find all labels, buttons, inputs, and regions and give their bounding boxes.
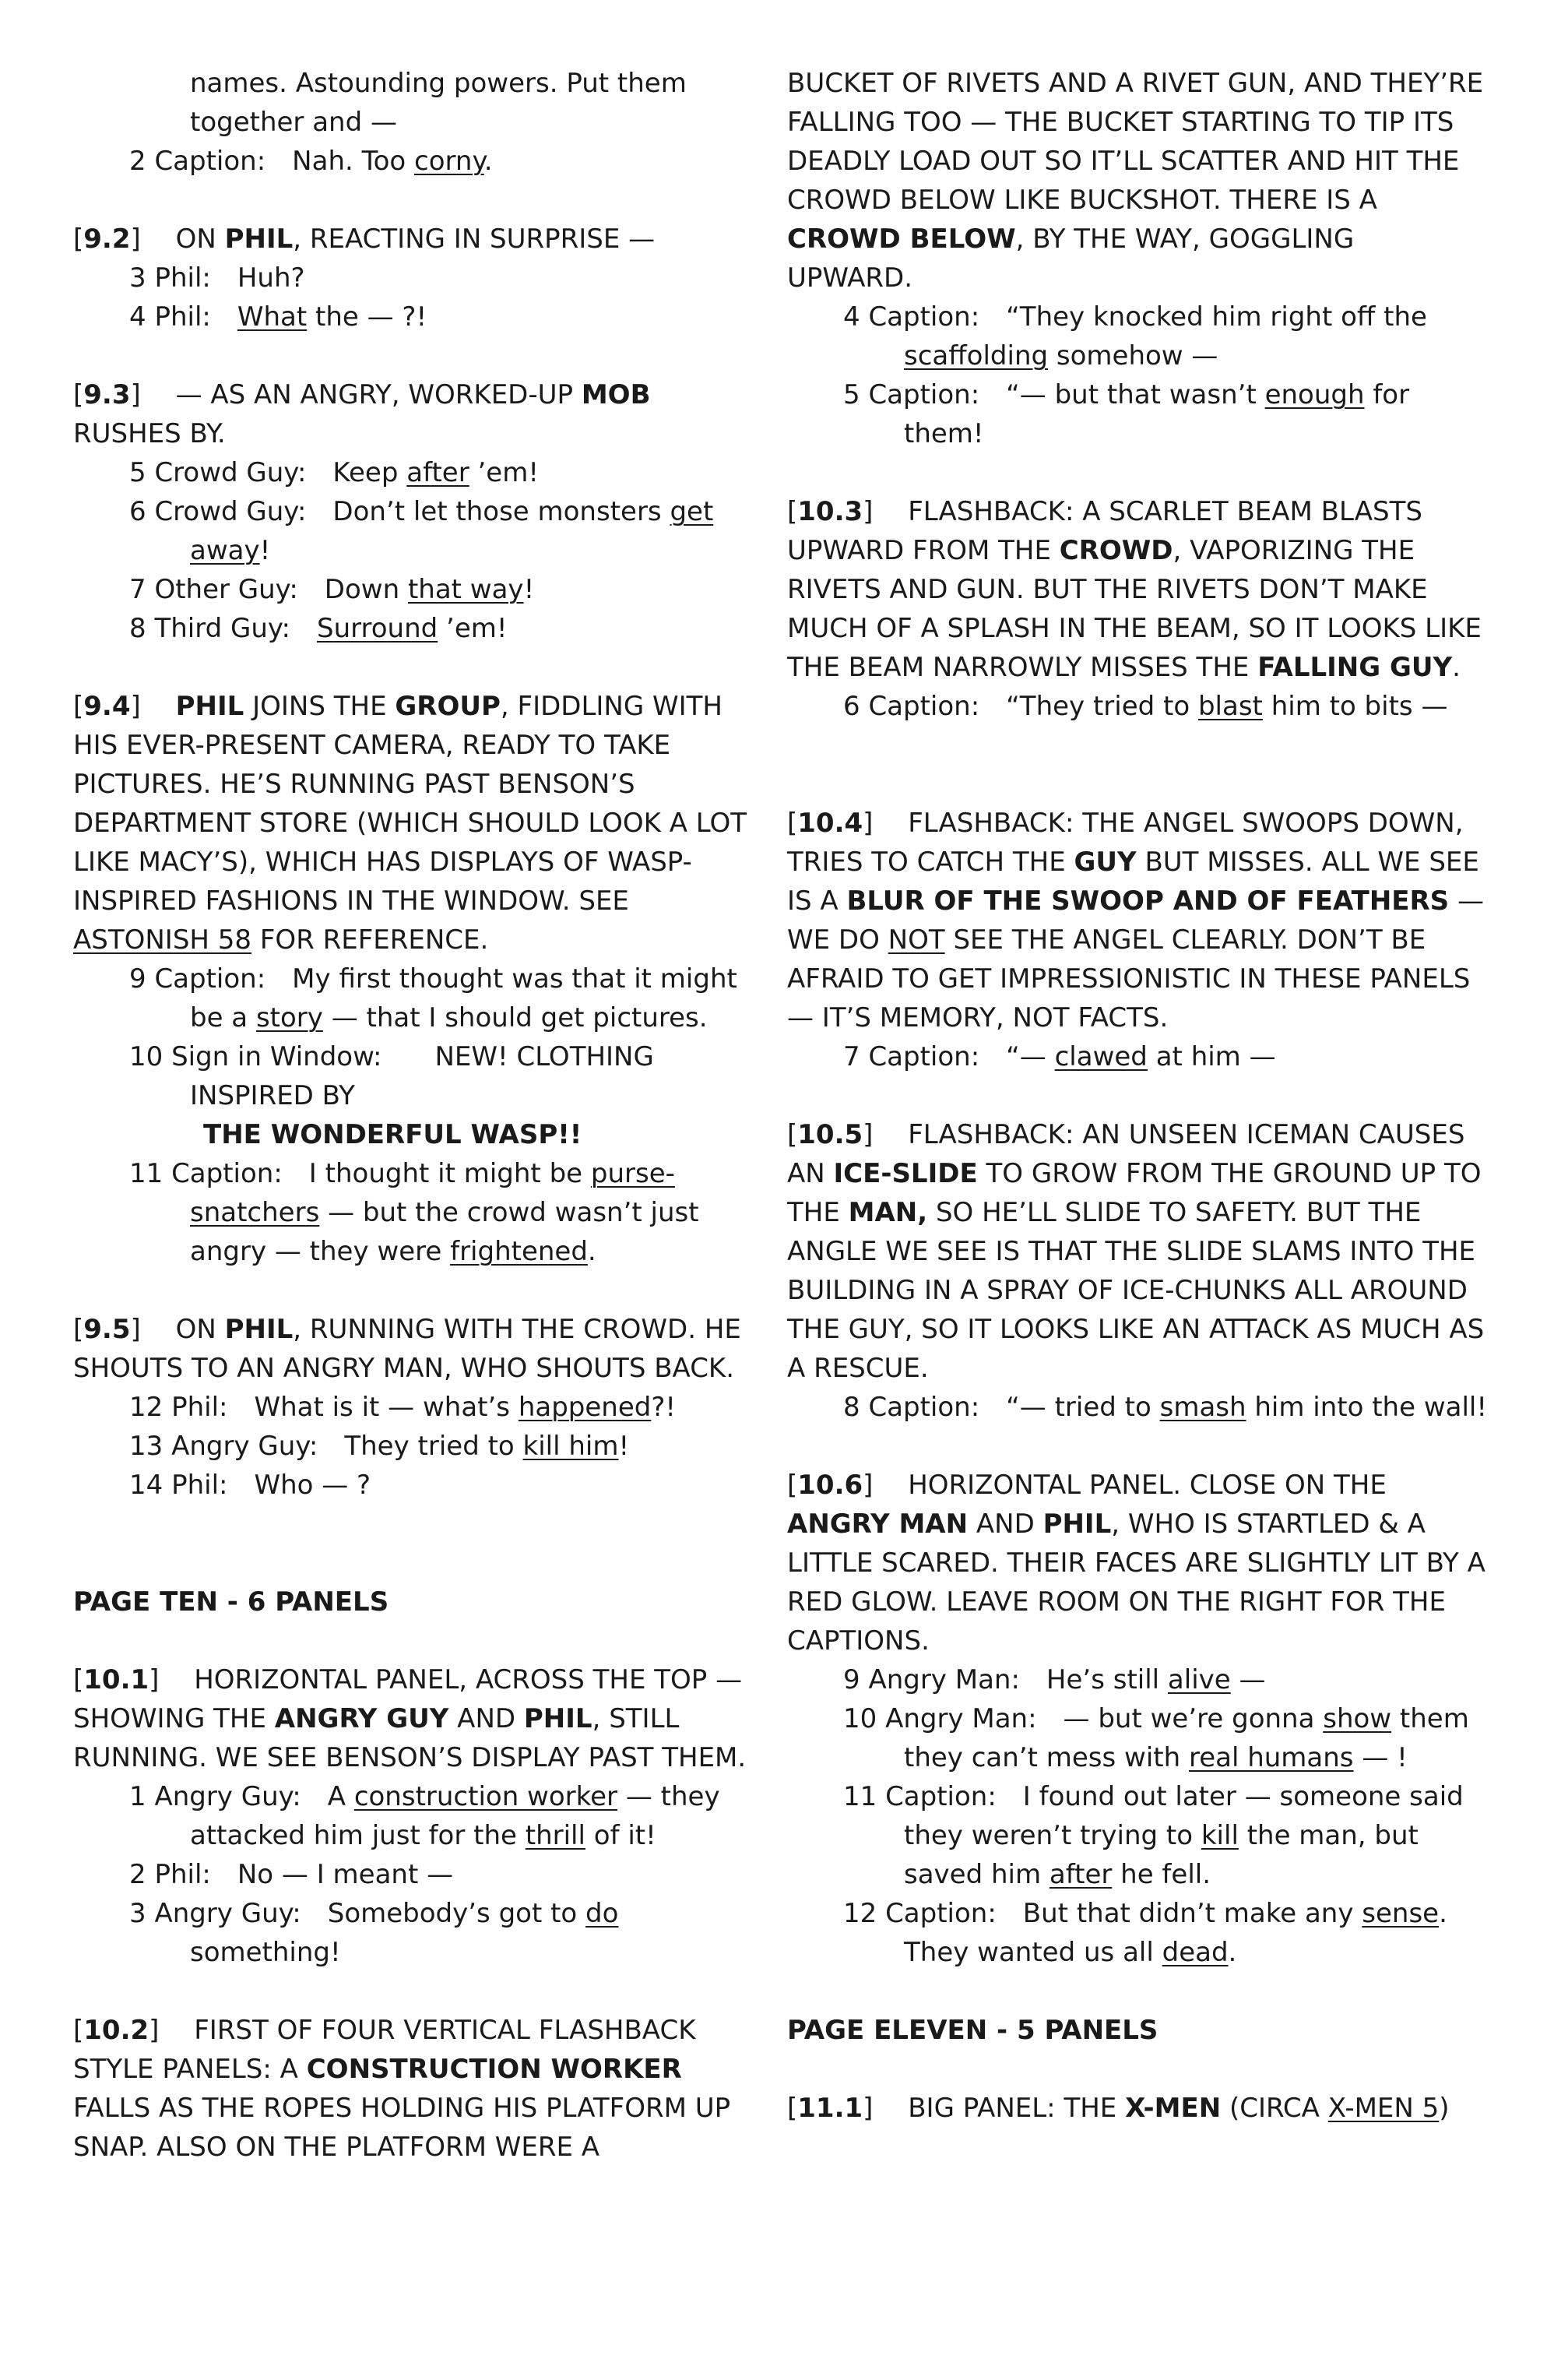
text-run: . bbox=[587, 1236, 596, 1267]
bold-text: 9.3 bbox=[83, 379, 131, 410]
panel-description bbox=[73, 1660, 758, 1777]
bold-text: 11.1 bbox=[797, 2093, 863, 2124]
bold-text: CROWD bbox=[1059, 535, 1173, 566]
spacer bbox=[73, 1505, 758, 1583]
bold-text: THE WONDERFUL WASP!! bbox=[203, 1119, 582, 1150]
text-run: 11 Caption: I thought it might be bbox=[129, 1158, 591, 1189]
bold-text: PHIL bbox=[224, 224, 294, 255]
dialogue-line bbox=[787, 1660, 1488, 1699]
text-run: ] FIRST OF FOUR VERTICAL FLASHBACK STYLE PANELS: A bbox=[73, 2015, 696, 2085]
dialogue-line bbox=[787, 1777, 1488, 1894]
dialogue-line bbox=[73, 1154, 758, 1271]
text-run: . bbox=[1228, 1937, 1237, 1968]
text-run: 5 Caption: “— but that wasn’t bbox=[843, 379, 1265, 410]
text-run: 8 Caption: “— tried to bbox=[843, 1392, 1160, 1423]
spacer bbox=[73, 1972, 758, 2011]
dialogue-line bbox=[73, 570, 758, 609]
text-run: him into the wall! bbox=[1246, 1392, 1487, 1423]
text-run: 6 Caption: “They tried to bbox=[843, 691, 1198, 722]
bold-text: PHIL bbox=[523, 1703, 592, 1734]
bold-text: PHIL bbox=[175, 691, 244, 722]
text-run: . They wanted us all bbox=[904, 1898, 1447, 1968]
text-run: ] HORIZONTAL PANEL, ACROSS THE TOP — SHOWING THE bbox=[73, 1664, 743, 1734]
spacer bbox=[787, 1076, 1488, 1115]
panel-description bbox=[787, 64, 1488, 298]
text-run: 14 Phil: Who — ? bbox=[129, 1470, 371, 1501]
underlined-text: story bbox=[255, 1002, 323, 1033]
dialogue-line bbox=[73, 1894, 758, 1972]
underlined-text: enough bbox=[1264, 379, 1365, 410]
text-run: — that I should get pictures. bbox=[322, 1002, 708, 1033]
text-run: , REACTING IN SURPRISE — bbox=[293, 224, 656, 255]
dialogue-line bbox=[73, 1388, 758, 1427]
dialogue-continuation bbox=[73, 64, 758, 142]
text-run: JOINS THE bbox=[244, 691, 396, 722]
text-run: ] FLASHBACK: THE ANGEL SWOOPS DOWN, TRIES TO CATCH THE bbox=[787, 808, 1464, 878]
bold-text: ANGRY GUY bbox=[274, 1703, 449, 1734]
text-run: ! bbox=[523, 574, 535, 605]
bold-text: 9.5 bbox=[83, 1314, 131, 1345]
bold-text: GROUP bbox=[395, 691, 501, 722]
text-run: [ bbox=[73, 691, 84, 722]
dialogue-line bbox=[73, 259, 758, 298]
text-run: SEE THE ANGEL CLEARLY. DON’T BE AFRAID TO GET IMPRESSIONISTIC IN THESE PANELS — IT’S MEMORY, NOT FACTS. bbox=[787, 924, 1471, 1033]
text-run: ] FLASHBACK: AN UNSEEN ICEMAN CAUSES AN bbox=[787, 1119, 1465, 1189]
text-run: [ bbox=[787, 1119, 798, 1150]
text-run: FOR REFERENCE. bbox=[251, 924, 489, 956]
text-run: [ bbox=[787, 2093, 798, 2124]
left-column bbox=[73, 64, 758, 2167]
underlined-text: X-MEN 5 bbox=[1327, 2093, 1440, 2124]
bold-text: 10.4 bbox=[797, 808, 863, 839]
dialogue-line bbox=[73, 1855, 758, 1894]
underlined-text: happened bbox=[518, 1392, 652, 1423]
spacer bbox=[787, 726, 1488, 804]
text-run: him to bits — bbox=[1262, 691, 1448, 722]
dialogue-line bbox=[787, 1388, 1488, 1427]
dialogue-line bbox=[73, 1466, 758, 1505]
text-run: [ bbox=[787, 496, 798, 527]
panel-description bbox=[787, 2089, 1488, 2128]
text-run: 13 Angry Guy: They tried to bbox=[129, 1431, 523, 1462]
text-run: 1 Angry Guy: A bbox=[129, 1781, 354, 1812]
dialogue-line bbox=[787, 375, 1488, 453]
bold-text: X-MEN bbox=[1125, 2093, 1222, 2124]
bold-text: BLUR OF THE SWOOP AND OF FEATHERS bbox=[846, 885, 1450, 917]
bold-text: MOB bbox=[581, 379, 651, 410]
bold-text: GUY bbox=[1074, 847, 1137, 878]
panel-description bbox=[787, 492, 1488, 687]
text-run: — bbox=[1230, 1664, 1266, 1695]
bold-text: CROWD BELOW bbox=[787, 224, 1016, 255]
dialogue-line bbox=[73, 142, 758, 181]
text-run: ] bbox=[130, 691, 176, 722]
text-run: of it! bbox=[585, 1820, 656, 1851]
dialogue-line bbox=[73, 1777, 758, 1855]
underlined-text: clawed bbox=[1054, 1041, 1148, 1072]
text-run: , STILL RUNNING. WE SEE BENSON’S DISPLAY PAST THEM. bbox=[73, 1703, 747, 1773]
dialogue-line bbox=[73, 298, 758, 336]
panel-description bbox=[73, 687, 758, 959]
text-run: RUSHES BY. bbox=[73, 418, 226, 449]
bold-text: 9.4 bbox=[83, 691, 131, 722]
text-run: , RUNNING WITH THE CROWD. HE SHOUTS TO AN ANGRY MAN, WHO SHOUTS BACK. bbox=[73, 1314, 741, 1384]
text-run: 10 Angry Man: — but we’re gonna bbox=[843, 1703, 1324, 1734]
text-run: for them! bbox=[904, 379, 1410, 449]
text-run: [ bbox=[73, 1664, 84, 1695]
bold-text: ANGRY MAN bbox=[787, 1509, 969, 1540]
dialogue-line bbox=[73, 959, 758, 1037]
text-run: 11 Caption: I found out later — someone said they weren’t trying to bbox=[843, 1781, 1464, 1851]
panel-description bbox=[787, 1115, 1488, 1388]
text-run: 5 Crowd Guy: Keep bbox=[129, 457, 407, 488]
text-run: — WE DO bbox=[787, 885, 1484, 956]
text-run: , FIDDLING WITH HIS EVER-PRESENT CAMERA, READY TO TAKE PICTURES. HE’S RUNNING PAST BENSON’S DEPARTMENT STORE (WHICH SHOULD LOOK A LOT LIKE MACY’S), WHICH HAS DISPLAYS OF WASP-INSPIRED FASHIONS IN THE WINDOW. SEE bbox=[73, 691, 747, 917]
text-run: ’em! bbox=[469, 457, 539, 488]
text-run: ! bbox=[259, 535, 271, 566]
text-run: the — ?! bbox=[307, 301, 427, 333]
spacer bbox=[787, 2050, 1488, 2089]
underlined-text: corny bbox=[414, 146, 484, 177]
text-run: — ! bbox=[1353, 1742, 1408, 1773]
underlined-text: after bbox=[406, 457, 469, 488]
text-run: 7 Caption: “— bbox=[843, 1041, 1055, 1072]
bold-text: 10.3 bbox=[797, 496, 863, 527]
text-run: ) bbox=[1439, 2093, 1450, 2124]
text-run: 12 Caption: But that didn’t make any bbox=[843, 1898, 1362, 1929]
text-run: 8 Third Guy: bbox=[129, 613, 317, 644]
underlined-text: real humans bbox=[1188, 1742, 1354, 1773]
dialogue-line bbox=[73, 609, 758, 648]
underlined-text: NOT bbox=[888, 924, 945, 956]
text-run: 2 Caption: Nah. Too bbox=[129, 146, 415, 177]
spacer bbox=[73, 336, 758, 375]
text-run: FALLS AS THE ROPES HOLDING HIS PLATFORM UP SNAP. ALSO ON THE PLATFORM WERE A bbox=[73, 2093, 731, 2163]
text-run: ] ON bbox=[130, 1314, 225, 1345]
text-run: ] — AS AN ANGRY, WORKED-UP bbox=[130, 379, 582, 410]
text-run: 4 Caption: “They knocked him right off the bbox=[843, 301, 1427, 333]
dialogue-line bbox=[73, 453, 758, 492]
text-run: 7 Other Guy: Down bbox=[129, 574, 408, 605]
text-run: the man, but saved him bbox=[904, 1820, 1419, 1890]
bold-text: ICE-SLIDE bbox=[833, 1158, 978, 1189]
dialogue-line bbox=[73, 1427, 758, 1466]
bold-text: 10.6 bbox=[797, 1470, 863, 1501]
text-run: ] HORIZONTAL PANEL. CLOSE ON THE bbox=[863, 1470, 1387, 1501]
dialogue-line bbox=[787, 687, 1488, 726]
underlined-text: purse-snatchers bbox=[190, 1158, 675, 1228]
text-run: [ bbox=[73, 1314, 84, 1345]
underlined-text: show bbox=[1323, 1703, 1392, 1734]
text-run: ] FLASHBACK: A SCARLET BEAM BLASTS UPWARD FROM THE bbox=[787, 496, 1422, 566]
spacer bbox=[787, 1972, 1488, 2011]
text-run: 2 Phil: No — I meant — bbox=[129, 1859, 454, 1890]
underlined-text: thrill bbox=[525, 1820, 585, 1851]
text-run: somehow — bbox=[1048, 340, 1218, 371]
panel-description bbox=[73, 1310, 758, 1388]
bold-text: FALLING GUY bbox=[1257, 652, 1453, 683]
text-run: them they can’t mess with bbox=[904, 1703, 1469, 1773]
bold-text: 10.5 bbox=[797, 1119, 863, 1150]
panel-description bbox=[73, 220, 758, 259]
underlined-text: What bbox=[237, 301, 308, 333]
text-run: 12 Phil: What is it — what’s bbox=[129, 1392, 519, 1423]
text-run: . bbox=[1452, 652, 1461, 683]
text-run: ] ON bbox=[130, 224, 225, 255]
bold-text: MAN, bbox=[848, 1197, 928, 1228]
text-run: ?! bbox=[651, 1392, 677, 1423]
dialogue-continuation bbox=[73, 1115, 758, 1154]
text-run: — they attacked him just for the bbox=[190, 1781, 720, 1851]
text-run bbox=[190, 1119, 203, 1150]
bold-text: 9.2 bbox=[83, 224, 131, 255]
underlined-text: kill him bbox=[522, 1431, 619, 1462]
panel-description bbox=[73, 375, 758, 453]
text-run: names. Astounding powers. Put them together and — bbox=[190, 68, 687, 138]
text-run: TO GROW FROM THE GROUND UP TO THE bbox=[787, 1158, 1482, 1228]
text-run: 3 Phil: Huh? bbox=[129, 262, 305, 294]
text-run: [ bbox=[787, 808, 798, 839]
dialogue-line bbox=[787, 298, 1488, 375]
text-run: 3 Angry Guy: Somebody’s got to bbox=[129, 1898, 586, 1929]
underlined-text: ASTONISH 58 bbox=[73, 924, 252, 956]
spacer bbox=[73, 1621, 758, 1660]
spacer bbox=[73, 181, 758, 220]
page-heading bbox=[73, 1583, 758, 1621]
bold-text: 10.2 bbox=[83, 2015, 149, 2046]
text-run: at him — bbox=[1147, 1041, 1276, 1072]
text-run: PAGE TEN - 6 PANELS bbox=[73, 1586, 389, 1618]
text-run: something! bbox=[190, 1937, 341, 1968]
underlined-text: do bbox=[585, 1898, 619, 1929]
underlined-text: dead bbox=[1162, 1937, 1229, 1968]
panel-description bbox=[73, 2011, 758, 2167]
underlined-text: alive bbox=[1167, 1664, 1231, 1695]
text-run: AND bbox=[448, 1703, 524, 1734]
bold-text: CONSTRUCTION WORKER bbox=[306, 2054, 682, 2085]
text-run: BUCKET OF RIVETS AND A RIVET GUN, AND THEY’RE FALLING TOO — THE BUCKET STARTING TO TIP ITS DEADLY LOAD OUT SO IT’LL SCATTER AND HIT THE CROWD BELOW LIKE BUCKSHOT. THERE IS A bbox=[787, 68, 1484, 216]
underlined-text: construction worker bbox=[353, 1781, 618, 1812]
text-run: BUT MISSES. ALL WE SEE IS A bbox=[787, 847, 1479, 917]
text-run: AND bbox=[968, 1509, 1043, 1540]
text-run: 9 Angry Man: He’s still bbox=[843, 1664, 1168, 1695]
bold-text: PHIL bbox=[224, 1314, 294, 1345]
page-heading bbox=[787, 2011, 1488, 2050]
panel-description bbox=[787, 804, 1488, 1037]
text-run: 4 Phil: bbox=[129, 301, 237, 333]
underlined-text: scaffolding bbox=[904, 340, 1049, 371]
text-run: he fell. bbox=[1112, 1859, 1211, 1890]
underlined-text: blast bbox=[1197, 691, 1263, 722]
spacer bbox=[787, 453, 1488, 492]
dialogue-line bbox=[787, 1699, 1488, 1777]
text-run: — but the crowd wasn’t just angry — they were bbox=[190, 1197, 699, 1267]
text-run: [ bbox=[73, 379, 84, 410]
dialogue-line bbox=[787, 1894, 1488, 1972]
dialogue-line bbox=[787, 1037, 1488, 1076]
text-run: [ bbox=[73, 224, 84, 255]
dialogue-line bbox=[73, 492, 758, 570]
text-run: (CIRCA bbox=[1221, 2093, 1328, 2124]
text-run: PAGE ELEVEN - 5 PANELS bbox=[787, 2015, 1158, 2046]
text-run: SO HE’LL SLIDE TO SAFETY. BUT THE ANGLE WE SEE IS THAT THE SLIDE SLAMS INTO THE BUILDING IN A SPRAY OF ICE-CHUNKS ALL AROUND THE GUY, SO IT LOOKS LIKE AN ATTACK AS MUCH AS A RESCUE. bbox=[787, 1197, 1485, 1384]
text-run: . bbox=[483, 146, 493, 177]
underlined-text: smash bbox=[1159, 1392, 1246, 1423]
panel-description bbox=[787, 1466, 1488, 1660]
text-run: 10 Sign in Window: NEW! CLOTHING INSPIRED BY bbox=[129, 1041, 654, 1111]
underlined-text: frightened bbox=[450, 1236, 588, 1267]
spacer bbox=[73, 1271, 758, 1310]
text-run: [ bbox=[73, 2015, 84, 2046]
text-run: 9 Caption: My first thought was that it might be a bbox=[129, 963, 737, 1033]
text-run: ! bbox=[618, 1431, 630, 1462]
text-run: , WHO IS STARTLED & A LITTLE SCARED. THEIR FACES ARE SLIGHTLY LIT BY A RED GLOW. LEAVE ROOM ON THE RIGHT FOR THE CAPTIONS. bbox=[787, 1509, 1485, 1656]
spacer bbox=[787, 1427, 1488, 1466]
text-run: , VAPORIZING THE RIVETS AND GUN. BUT THE RIVETS DON’T MAKE MUCH OF A SPLASH IN THE BEAM, SO IT LOOKS LIKE THE BEAM NARROWLY MISSES THE bbox=[787, 535, 1482, 683]
bold-text: 10.1 bbox=[83, 1664, 149, 1695]
right-column bbox=[787, 64, 1488, 2128]
underlined-text: get away bbox=[190, 496, 714, 566]
text-run: [ bbox=[787, 1470, 798, 1501]
underlined-text: kill bbox=[1201, 1820, 1239, 1851]
text-run: 6 Crowd Guy: Don’t let those monsters bbox=[129, 496, 670, 527]
underlined-text: that way bbox=[407, 574, 524, 605]
text-run: ] BIG PANEL: THE bbox=[863, 2093, 1126, 2124]
underlined-text: Surround bbox=[316, 613, 438, 644]
underlined-text: after bbox=[1049, 1859, 1113, 1890]
underlined-text: sense bbox=[1362, 1898, 1440, 1929]
dialogue-line bbox=[73, 1037, 758, 1115]
spacer bbox=[73, 648, 758, 687]
text-run: , BY THE WAY, GOGGLING UPWARD. bbox=[787, 224, 1355, 294]
text-run: ’em! bbox=[438, 613, 508, 644]
bold-text: PHIL bbox=[1042, 1509, 1112, 1540]
